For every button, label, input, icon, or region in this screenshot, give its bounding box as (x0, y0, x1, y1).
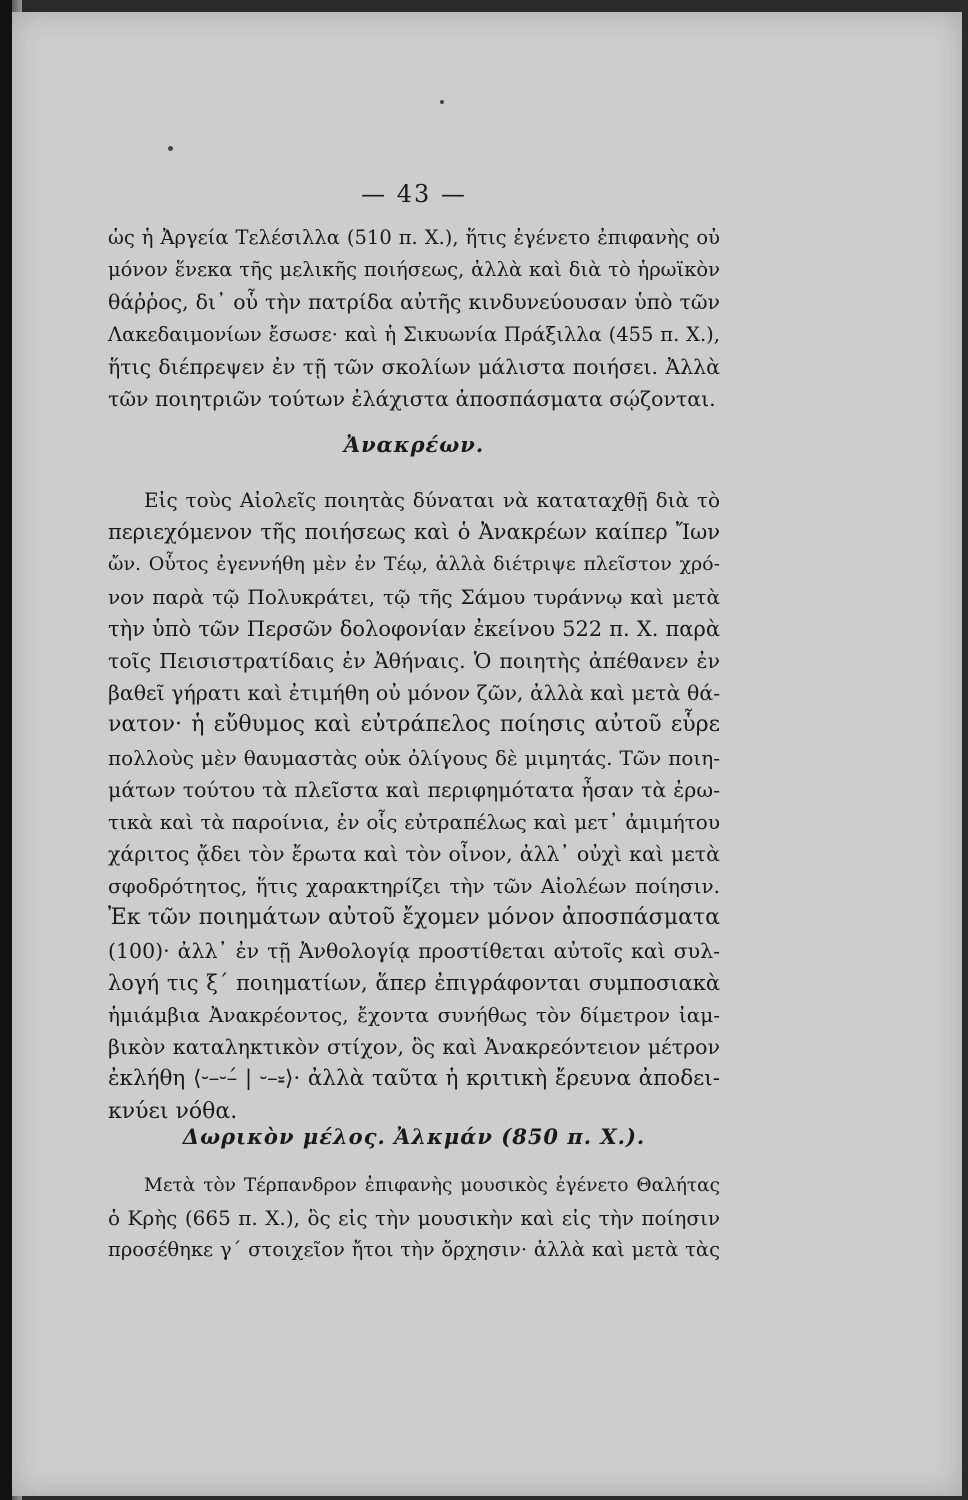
text-line: κνύει νόθα. (108, 1098, 238, 1124)
text-line: τικὰ καὶ τὰ παροίνια, ἐν οἷς εὐτραπέλως καὶ μετ᾽ ἀμιμήτου (108, 809, 720, 834)
ink-speck (440, 100, 444, 104)
text-line: περιεχόμενον τῆς ποιήσεως καὶ ὁ Ἀνακρέων καίπερ Ἴων (108, 520, 720, 545)
text-line: βαθεῖ γήρατι καὶ ἐτιμήθη οὐ μόνον ζῶν, ἀλλὰ καὶ μετὰ θά- (108, 681, 721, 706)
text-line: ὡς ἡ Ἀργεία Τελέσιλλα (510 π. Χ.), ἥτις ἐγένετο ἐπιφανὴς οὐ (108, 226, 720, 249)
text-line: νατον· ἡ εὔθυμος καὶ εὐτράπελος ποίησις αὐτοῦ εὗρε (108, 712, 720, 738)
text-line: ἐκλήθη ⟨⏑–⏑–́ | ⏑–⏓⟩· ἀλλὰ ταῦτα ἡ κριτικὴ ἔρευνα ἀποδει- (108, 1066, 720, 1092)
text-line: ὤν. Οὗτος ἐγεννήθη μὲν ἐν Τέῳ, ἀλλὰ διέτριψε πλεῖστον χρό- (108, 553, 720, 576)
text-line: ἥτις διέπρεψεν ἐν τῇ τῶν σκολίων μάλιστα ποιήσει. Ἀλλὰ (108, 354, 720, 379)
text-line: (100)· ἀλλ᾽ ἐν τῇ Ἀνθολογίᾳ προστίθεται αὐτοῖς καὶ συλ- (108, 938, 720, 963)
section-heading-alcman: Δωρικὸν μέλος. Ἀλκμάν (850 π. Χ.). (182, 1124, 646, 1149)
paragraph-thaletas (108, 1170, 720, 1267)
text-line: ὁ Κρὴς (665 π. Χ.), ὃς εἰς τὴν μουσικὴν καὶ εἰς τὴν ποίησιν (108, 1206, 720, 1231)
text-line: βικὸν καταληκτικὸν στίχον, ὃς καὶ Ἀνακρεόντειον μέτρον (108, 1035, 720, 1060)
text-line: προσέθηκε γ΄ στοιχεῖον ἤτοι τὴν ὄρχησιν· ἀλλὰ καὶ μετὰ τὰς (108, 1238, 720, 1262)
book-page (12, 12, 962, 1496)
text-line: ἡμιάμβια Ἀνακρέοντος, ἔχοντα συνήθως τὸν δίμετρον ἰαμ- (108, 1003, 720, 1027)
text-line: μόνον ἕνεκα τῆς μελικῆς ποιήσεως, ἀλλὰ καὶ διὰ τὸ ἡρωϊκὸν (108, 258, 720, 282)
section-heading-anacreon: Ἀνακρέων. (343, 432, 485, 457)
text-line: θάῤῥος, δι᾽ οὗ τὴν πατρίδα αὐτῆς κινδυνεύουσαν ὑπὸ τῶν (108, 290, 720, 315)
text-line: τῶν ποιητριῶν τούτων ἐλάχιστα ἀποσπάσματα σῴζονται. (108, 386, 716, 411)
text-line: λογή τις ξ΄ ποιηματίων, ἅπερ ἐπιγράφονται συμποσιακὰ (108, 970, 720, 995)
text-line: νον παρὰ τῷ Πολυκράτει, τῷ τῆς Σάμου τυράννῳ καὶ μετὰ (108, 584, 720, 609)
text-line: πολλοὺς μὲν θαυμαστὰς οὐκ ὀλίγους δὲ μιμητάς. Τῶν ποιη- (108, 745, 720, 770)
page-number: — 43 — (361, 180, 467, 208)
paragraph-telesilla (108, 222, 720, 415)
paragraph-anacreon (108, 484, 720, 1128)
text-line: τοῖς Πεισιστρατίδαις ἐν Ἀθήναις. Ὁ ποιητὴς ἀπέθανεν ἐν (108, 648, 720, 673)
text-line: Λακεδαιμονίων ἔσωσε· καὶ ἡ Σικυωνία Πράξιλλα (455 π. Χ.), (108, 322, 720, 346)
text-line: τὴν ὑπὸ τῶν Περσῶν δολοφονίαν ἐκείνου 522 π. Χ. παρὰ (108, 616, 720, 641)
text-line: μάτων τούτου τὰ πλεῖστα καὶ περιφημότατα ἦσαν τὰ ἐρω- (108, 777, 720, 802)
scan-border (0, 0, 12, 1500)
text-line: Εἰς τοὺς Αἰολεῖς ποιητὰς δύναται νὰ καταταχθῇ διὰ τὸ (144, 488, 720, 512)
ink-speck (168, 146, 173, 151)
text-line: χάριτος ᾄδει τὸν ἔρωτα καὶ τὸν οἶνον, ἀλλ᾽ οὐχὶ καὶ μετὰ (108, 842, 720, 867)
text-line: σφοδρότητος, ἥτις χαρακτηρίζει τὴν τῶν Αἰολέων ποίησιν. (108, 874, 720, 899)
text-line: Ἐκ τῶν ποιημάτων αὐτοῦ ἔχομεν μόνον ἀποσπάσματα (108, 905, 720, 931)
text-line: Μετὰ τὸν Τέρπανδρον ἐπιφανὴς μουσικὸς ἐγένετο Θαλήτας (144, 1175, 720, 1196)
